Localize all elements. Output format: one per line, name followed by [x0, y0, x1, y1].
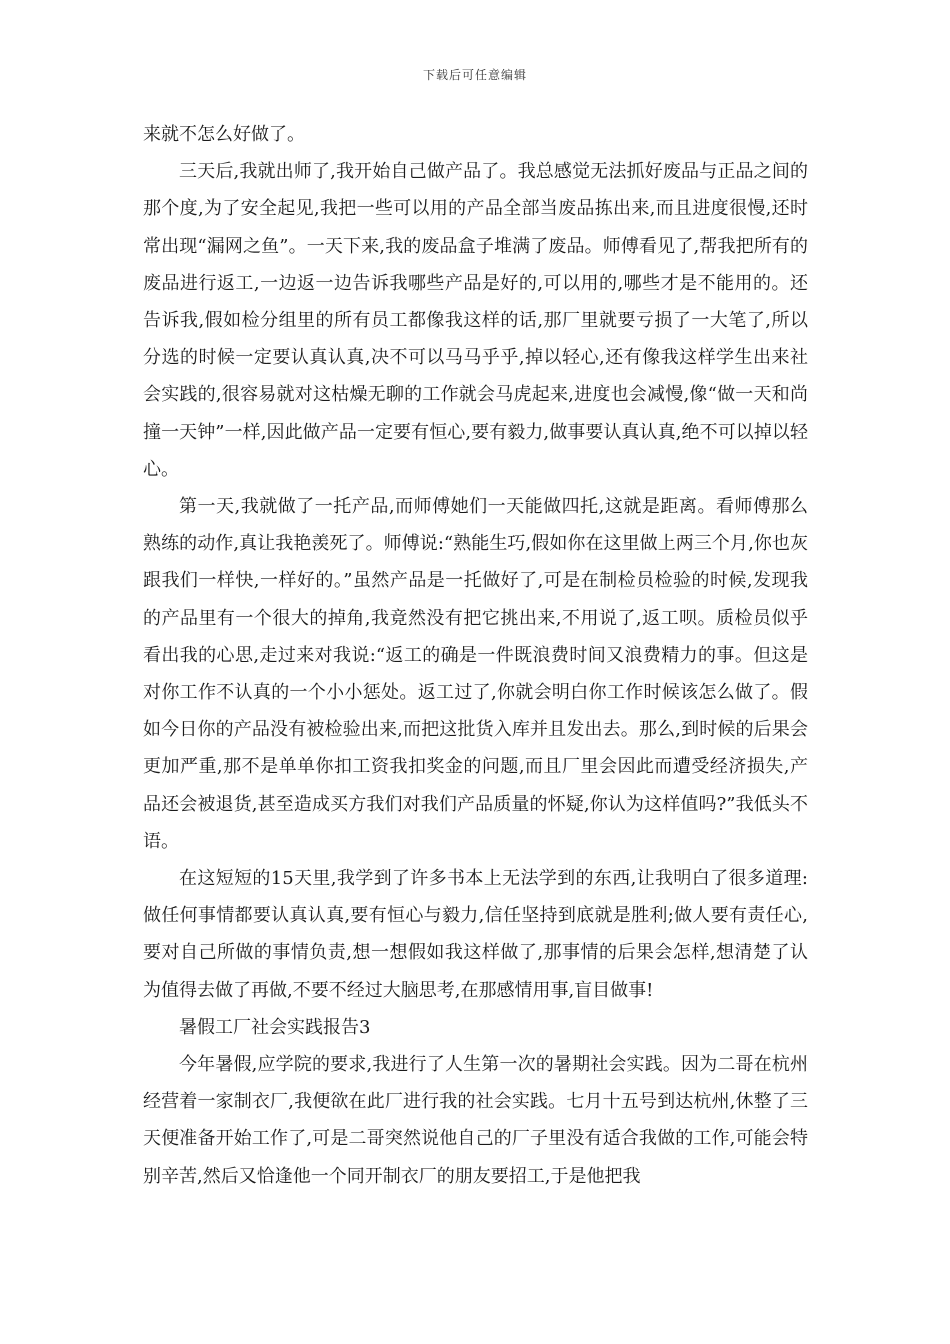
paragraph-2: 三天后,我就出师了,我开始自己做产品了。我总感觉无法抓好废品与正品之间的那个度,为了安全起见,我把一些可以用的产品全部当废品拣出来,而且进度很慢,还时常出现“漏网之鱼”。一天下来,我的废品盒子堆满了废品。师傅看见了,帮我把所有的废品进行返工,一边返一边告诉我哪些产品是好的,可以用的,哪些才是不能用的。还告诉我,假如检分组里的所有员工都像我这样的话,那厂里就要亏损了一大笔了,所以分选的时候一定要认真认真,决不可以马马乎乎,掉以轻心,还有像我这样学生出来社会实践的,很容易就对这枯燥无聊的工作就会马虎起来,进度也会减慢,像“做一天和尚撞一天钟”一样,因此做产品一定要有恒心,要有毅力,做事要认真认真,绝不可以掉以轻心。: [143, 161, 808, 480]
paragraph-1: 来就不怎么好做了。: [143, 124, 305, 145]
paragraph-5: 今年暑假,应学院的要求,我进行了人生第一次的暑期社会实践。因为二哥在杭州经营着一家制衣厂,我便欲在此厂进行我的社会实践。七月十五号到达杭州,休整了三天便准备开始工作了,可是二哥突然说他自己的厂子里没有适合我做的工作,可能会特别辛苦,然后又恰逢他一个同开制衣厂的朋友要招工,于是他把我: [143, 1054, 808, 1187]
paragraph-3: 第一天,我就做了一托产品,而师傅她们一天能做四托,这就是距离。看师傅那么熟练的动作,真让我艳羡死了。师傅说:“熟能生巧,假如你在这里做上两三个月,你也灰跟我们一样快,一样好的。”虽然产品是一托做好了,可是在制检员检验的时候,发现我的产品里有一个很大的掉角,我竟然没有把它挑出来,不用说了,返工呗。质检员似乎看出我的心思,走过来对我说:“返工的确是一件既浪费时间又浪费精力的事。但这是对你工作不认真的一个小小惩处。返工过了,你就会明白你工作时候该怎么做了。假如今日你的产品没有被检验出来,而把这批货入库并且发出去。那么,到时候的后果会更加严重,那不是单单你扣工资我扣奖金的问题,而且厂里会因此而遭受经济损失,产品还会被退货,甚至造成买方我们对我们产品质量的怀疑,你认为这样值吗?”我低头不语。: [143, 496, 808, 852]
page-header: 下载后可任意编辑: [422, 68, 527, 82]
paragraph-4: 在这短短的15天里,我学到了许多书本上无法学到的东西,让我明白了很多道理:做任何事情都要认真认真,要有恒心与毅力,信任坚持到底就是胜利;做人要有责任心,要对自己所做的事情负责,想一想假如我这样做了,那事情的后果会怎样,想清楚了认为值得去做了再做,不要不经过大脑思考,在那感情用事,盲目做事!: [143, 868, 808, 1001]
document-body: [143, 116, 808, 1195]
section-heading: 暑假工厂社会实践报告3: [179, 1016, 371, 1038]
